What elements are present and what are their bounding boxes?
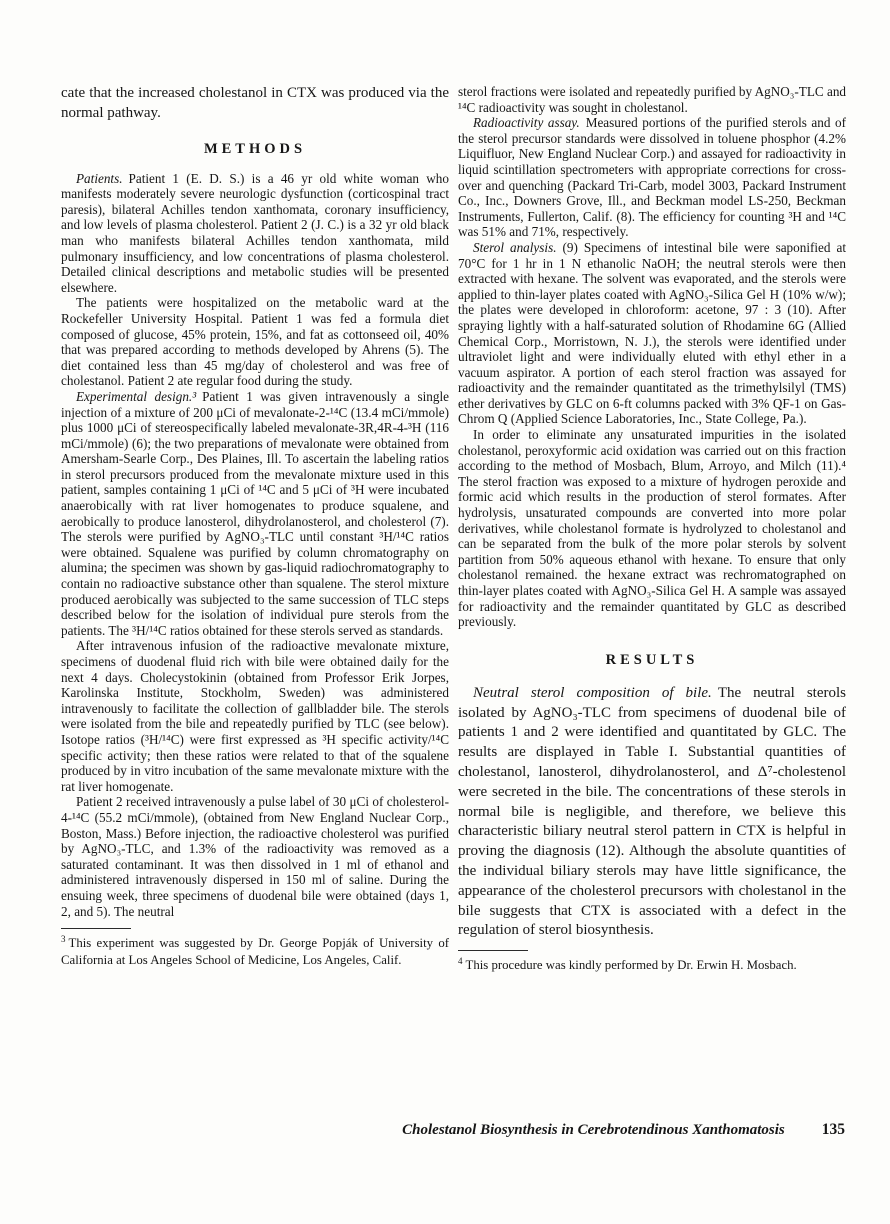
running-title: Cholestanol Biosynthesis in Cerebrotendinous Xanthomatosis xyxy=(402,1122,785,1138)
paragraph-lead: Experimental design.³ xyxy=(76,388,197,404)
footnote-body: This experiment was suggested by Dr. George Popják of University of California at Los Angeles School of Medicine, Los Angeles, Calif. xyxy=(61,936,449,967)
paragraph-lead: Neutral sterol composition of bile. xyxy=(473,684,712,701)
paragraph: Sterol analysis. (9) Specimens of intestinal bile were saponified at 70°C for 1 hr in 1 N ethanolic NaOH; the neutral sterols were then extracted with hexane. The solvent was evaporated, and the sterols were applied to thin-layer plates coated with AgNO₃-Silica Gel H (10% w/w); the plates were developed in chloroform: acetone, 97 : 3 (10). After spraying lightly with a half-saturated solution of Rhodamine 6G (Allied Chemical Corp., Morristown, N. J.), the sterols were identified under ultraviolet light and were individually eluted with ethyl ether in a vacuum aspirator. A portion of each sterol fraction was assayed for radioactivity and the remainder quantitated as the trimethylsilyl (TMS) ether derivatives by GLC on 6-ft columns packed with 3% QF-1 on Gas-Chrom Q (Applied Science Laboratories, Inc., State College, Pa.). xyxy=(458,239,846,427)
footnote-body: This procedure was kindly performed by Dr. Erwin H. Mosbach. xyxy=(465,958,797,973)
footnote-left xyxy=(61,928,449,968)
paragraph: After intravenous infusion of the radioactive mevalonate mixture, specimens of duodenal fluid rich with bile were obtained daily for the next 4 days. Cholecystokinin (obtained from Professor Erik Jorpes, Karolinska Institute, Stockholm, Sweden) was administered intravenously to facilitate the collection of gallbladder bile. The sterols were isolated from the bile and repeatedly purified by TLC (see below). Isotope ratios (³H/¹⁴C) were first expressed as ³H specific activity/¹⁴C specific activity; then these ratios were related to that of the squalene produced by in vitro incubation of the same mevalonate mixture with the rat liver homogenate. xyxy=(61,638,449,794)
paragraph: Patient 2 received intravenously a pulse label of 30 μCi of cholesterol-4-¹⁴C (55.2 mCi/mmole), (obtained from New England Nuclear Corp., Boston, Mass.) Before injection, the radioactive cholesterol was purified by AgNO₃-TLC, and 1.3% of the radioactivity was removed as a saturated contaminant. It was then dissolved in 1 ml of ethanol and administered intravenously dispersed in 150 ml of saline. During the ensuing week, three specimens of duodenal bile were obtained (days 1, 2, and 5). The neutral xyxy=(61,794,449,919)
page-footer xyxy=(0,1121,845,1139)
paragraph: Radioactivity assay. Measured portions of the purified sterols and of the sterol precursor standards were dissolved in toluene phosphor (4.2% Liquifluor, New England Nuclear Corp.) and assayed for radioactivity in liquid scintillation spectrometers with appropriate corrections for cross-over and quenching (Packard Tri-Carb, model 3003, Packard Instrument Co., Inc., Downers Grove, Ill., and Beckman model LS-250, Beckman Instruments, Fullerton, Calif. (8). The efficiency for counting ³H and ¹⁴C was 51% and 71%, respectively. xyxy=(458,115,846,240)
footnote-marker: 3 xyxy=(61,933,66,944)
paragraph: Neutral sterol composition of bile. The neutral sterols isolated by AgNO₃-TLC from specimens of duodenal bile of patients 1 and 2 were identified and quantitated by GLC. The results are displayed in Table I. Substantial quantities of cholestanol, lanosterol, dihydrolanosterol, and Δ⁷-cholestenol were secreted in the bile. The concentrations of these sterols in normal bile is negligible, and therefore, we believe this characteristic biliary neutral sterol pattern in CTX is helpful in proving the diagnosis (12). Although the absolute quantities of the individual biliary sterols may have little significance, the appearance of the cholesterol precursors with cholestanol in the bile suggests that CTX is associated with a defect in the regulation of sterol biosynthesis. xyxy=(458,684,846,939)
intro-continuation-paragraph: cate that the increased cholestanol in CTX was produced via the normal pathway. xyxy=(61,85,449,121)
footnote-right-text xyxy=(458,957,846,973)
results-paragraphs xyxy=(458,684,846,941)
paragraph-lead: Radioactivity assay. xyxy=(473,115,580,131)
paragraph: Experimental design.³ Patient 1 was given intravenously a single injection of a mixture of 200 μCi of mevalonate-2-¹⁴C (13.4 mCi/mmole) plus 1000 μCi of stereospecifically labeled mevalonate-3R,4R-4-³H (116 mCi/mmole) (6); the two preparations of mevalonate were obtained from Amersham-Searle Corp., Des Plaines, Ill. To ascertain the labeling ratios in sterol precursors produced from the mevalonate mixture used in this patient, samples containing 1 μCi of ¹⁴C and 5 μCi of ³H were incubated anaerobically with rat liver homogenates to produce squalene, and aerobically to produce lanosterol, dihydrolanosterol, and cholesterol (7). The sterols were purified by AgNO₃-TLC until constant ³H/¹⁴C ratios were obtained. Squalene was purified by column chromatography on alumina; the specimen was shown by gas-liquid radiochromatography to contain no radioactive substance other than squalene. The sterol mixture produced aerobically was subjected to the same succession of TLC steps described below for the isolation of individual pure sterols from the patients. The ³H/¹⁴C ratios obtained for these sterols served as standards. xyxy=(61,388,449,638)
footnote-left-text xyxy=(61,935,449,968)
paragraph: Patients. Patient 1 (E. D. S.) is a 46 yr old white woman who manifests moderately severe neurologic dysfunction (corticospinal tract paresis), bilateral Achilles tendon xanthomata, coronary insufficiency, and low levels of plasma cholesterol. Patient 2 (J. C.) is a 32 yr old black man who manifests bilateral Achilles tendon xanthomata, mild pulmonary insufficiency, and low concentrations of plasma cholesterol. Detailed clinical descriptions and metabolic studies will be presented elsewhere. xyxy=(61,170,449,295)
methods-left-paragraphs xyxy=(61,171,449,920)
paragraph: In order to eliminate any unsaturated impurities in the isolated cholestanol, peroxyformic acid oxidation was carried out on this fraction according to the method of Mosbach, Blum, Arroyo, and Milch (11).⁴ The sterol fraction was exposed to a mixture of hydrogen peroxide and formic acid which results in the production of sterol formates. After hydrolysis, unsaturated compounds are converted into more polar derivatives, while cholestanol formate is hydrolyzed to cholestanol and can be separated from the bulk of the more polar sterols by solvent partition from 50% aqueous ethanol with hexane. To ensure that only cholestanol remained. the hexane extract was rechromatographed on thin-layer plates coated with AgNO₃-Silica Gel H. A sample was assayed for radioactivity and the remainder quantitated by GLC as described previously. xyxy=(458,427,846,630)
footnote-separator xyxy=(458,950,528,951)
footnote-right xyxy=(458,950,846,973)
methods-heading: METHODS xyxy=(203,140,307,157)
right-column xyxy=(458,84,846,974)
left-column xyxy=(61,84,449,968)
paragraph: sterol fractions were isolated and repeatedly purified by AgNO₃-TLC and ¹⁴C radioactivity was sought in cholestanol. xyxy=(458,84,847,115)
footnote-separator xyxy=(61,928,131,929)
methods-right-paragraphs xyxy=(458,84,846,630)
paragraph-lead: Sterol analysis. xyxy=(473,239,557,255)
page-number: 135 xyxy=(821,1121,845,1138)
footnote-marker: 4 xyxy=(458,955,463,966)
paragraph: The patients were hospitalized on the metabolic ward at the Rockefeller University Hospital. Patient 1 was fed a formula diet composed of glucose, 45% protein, 15%, and fat as cottonseed oil, 40% that was prepared according to methods developed by Ahrens (5). The diet contained less than 45 mg/day of cholesterol and was free of cholestanol. Patient 2 ate regular food during the study. xyxy=(61,295,449,389)
results-heading: RESULTS xyxy=(605,651,699,668)
paragraph-lead: Patients. xyxy=(76,170,123,186)
